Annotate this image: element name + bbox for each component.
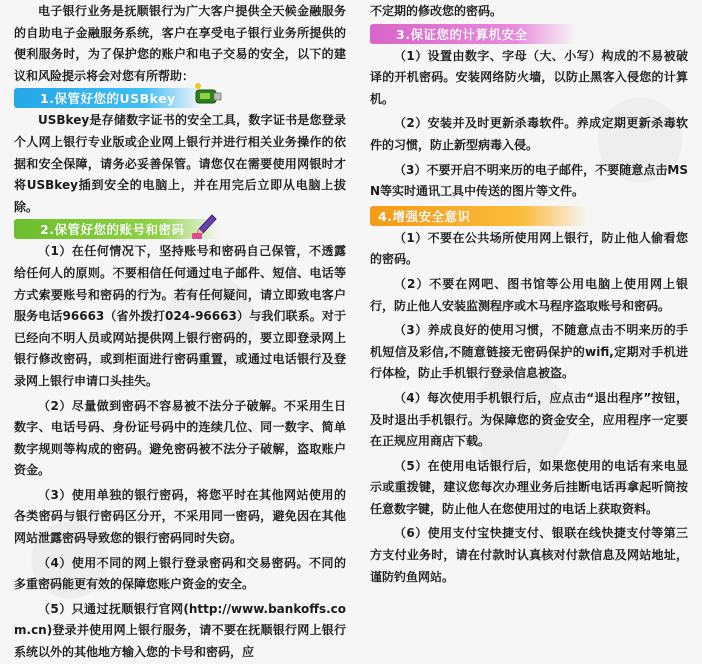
awareness-item-1: （1）不要在公共场所使用网上银行，防止他人偷看您的密码。: [370, 230, 688, 267]
section-header-password: [14, 219, 220, 239]
left-column: [14, 0, 346, 663]
usbkey-paragraph: USBkey是存储数字证书的安全工具，数字证书是您登录个人网上银行专业版或企业网上银行并进行相关业务操作的依据和安全保障，请务必妥善保管。请您仅在需要使用网银时才将USBkey插到安全的电脑上，并在用完后立即从电脑上拔除。: [14, 113, 346, 214]
right-column: [370, 0, 688, 663]
password-item-5: （5）只通过抚顺银行官网(http://www.bankoffs.com.cn)登录并使用网上银行服务，请不要在抚顺银行网上银行系统以外的其他地方输入您的卡号和密码，应: [14, 601, 346, 660]
awareness-item-3: （3）养成良好的使用习惯，不随意点击不明来历的手机短信及彩信,不随意链接无密码保护的wifi,定期对手机进行体检，防止手机银行登录信息被盗。: [370, 323, 688, 381]
section-title: 3.保证您的计算机安全: [396, 26, 528, 42]
section-title: 2.保管好您的账号和密码: [40, 222, 185, 238]
password-item-2: （2）尽量做到密码不容易被不法分子破解。不采用生日数字、电话号码、身份证号码中的连续几位、同一数字、简单数字规则等构成的密码。避免密码被不法分子破解，盗取账户资金。: [14, 398, 346, 478]
continued-text: 不定期的修改您的密码。: [370, 4, 503, 18]
awareness-item-6: （6）使用支付宝快捷支付、银联在线快捷支付等第三方支付业务时，请在付款时认真核对付款信息及网站地址，谨防钓鱼网站。: [370, 526, 688, 584]
awareness-item-2: （2）不要在网吧、图书馆等公用电脑上使用网上银行，防止他人安装监测程序或木马程序盗取账号和密码。: [370, 276, 688, 313]
password-item-1: （1）在任何情况下，坚持账号和密码自己保管，不透露给任何人的原则。不要相信任何通过电子邮件、短信、电话等方式索要账号和密码的行为。若有任何疑问，请立即致电客户服务电话96663（省外拨打024-96663）与我们联系。对于已经向不明人员或网站提供网上银行密码的，要立即登录网上银行修改密码，或到柜面进行密码重置，或通过电话银行及登录网上银行申请口头挂失。: [14, 244, 346, 388]
computer-item-3: （3）不要开启不明来历的电子邮件，不要随意点击MSN等实时通讯工具中传送的图片等文件。: [370, 162, 688, 199]
awareness-item-5: （5）在使用电话银行后，如果您使用的电话有来电显示或重拨键，建议您每次办理业务后挂断电话再拿起听筒按任意数字键，防止他人在您使用过的电话上获取资料。: [370, 458, 688, 516]
section-title: 1.保管好您的USBkey: [40, 91, 176, 107]
computer-item-2: （2）安装并及时更新杀毒软件。养成定期更新杀毒软件的习惯，防止新型病毒入侵。: [370, 116, 688, 152]
computer-item-1: （1）设置由数字、字母（大、小写）构成的不易被破译的开机密码。安装网络防火墙，以防止黑客入侵您的计算机。: [370, 48, 688, 106]
section-header-computer: [370, 24, 576, 44]
awareness-item-4: （4）每次使用手机银行后，应点击“退出程序”按钮，及时退出手机银行。为保障您的资金安全，应用程序一定要在正规应用商店下载。: [370, 390, 688, 449]
section-header-usbkey: [14, 88, 202, 108]
intro-paragraph: 电子银行业务是抚顺银行为广大客户提供全天候金融服务的自助电子金融服务系统，客户在享受电子银行业务所提供的便利服务时，为了保护您的账户和电子交易的安全，以下的建议和风险提示将会对您有所帮助：: [14, 4, 346, 83]
section-header-awareness: [370, 206, 588, 226]
password-item-4: （4）使用不同的网上银行登录密码和交易密码。不同的多重密码能更有效的保障您账户资金的安全。: [14, 555, 346, 592]
section-title: 4.增强安全意识: [378, 208, 471, 224]
usb-key-icon: [192, 81, 224, 111]
pen-icon: [190, 211, 218, 241]
password-item-3: （3）使用单独的银行密码，将您平时在其他网站使用的各类密码与银行密码区分开，不采用同一密码，避免因在其他网站泄露密码导致您的银行密码同时失窃。: [14, 487, 346, 546]
